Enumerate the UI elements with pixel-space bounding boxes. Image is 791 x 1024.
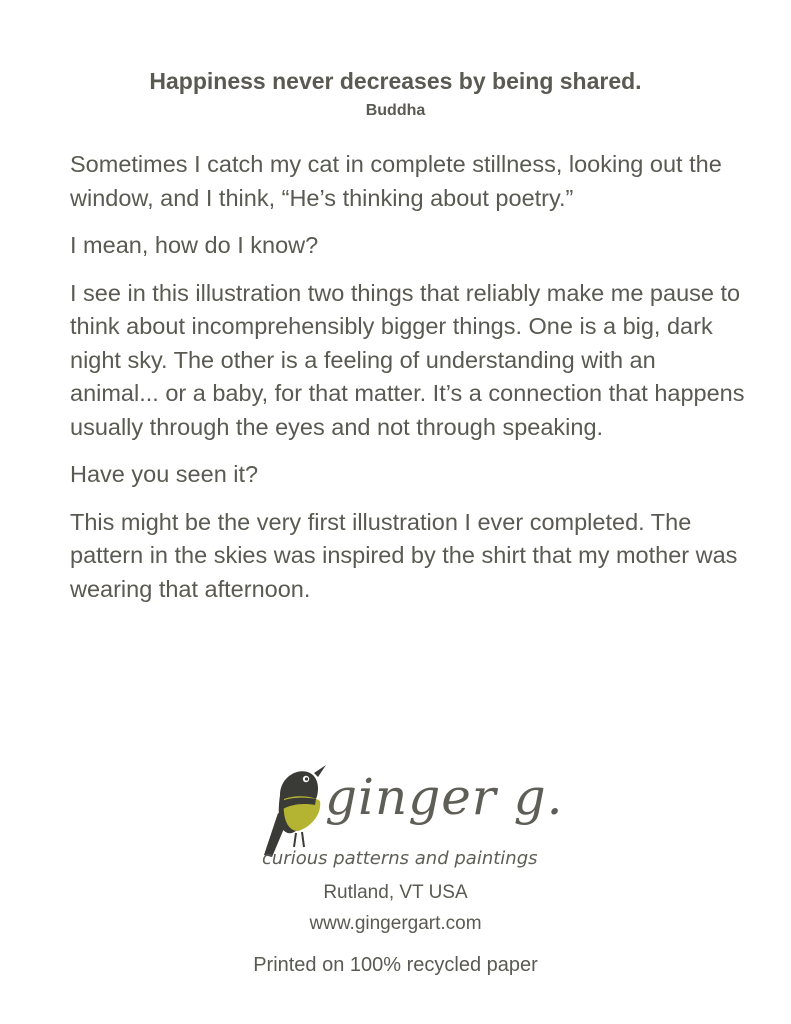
brand-tagline: curious patterns and paintings [262, 848, 538, 869]
paragraph-3: I see in this illustration two things that reliably make me pause to think about incomprehensibly bigger things. One is a big, dark night sky. The other is a feeling of understanding with an animal... or a baby, for that matter. It’s a connection that happens usually through the eyes and not through speaking. [70, 279, 745, 440]
paragraph-5: This might be the very first illustration I ever completed. The pattern in the skies was inspired by the shirt that my mother was wearing that afternoon. [70, 508, 738, 602]
body-text [70, 148, 750, 620]
quote-author: Buddha [365, 102, 426, 119]
printed-note: Printed on 100% recycled paper [253, 954, 538, 976]
paragraph-2: I mean, how do I know? [70, 232, 319, 258]
brand-name: ginger g. [325, 768, 564, 826]
paragraph-1: Sometimes I catch my cat in complete stillness, looking out the window, and I think, “He’s thinking about poetry.” [70, 151, 722, 211]
website-link[interactable]: www.gingergart.com [309, 913, 482, 934]
quote-text: Happiness never decreases by being shared. [149, 68, 642, 94]
paragraph-4: Have you seen it? [70, 461, 259, 487]
location: Rutland, VT USA [323, 882, 468, 903]
